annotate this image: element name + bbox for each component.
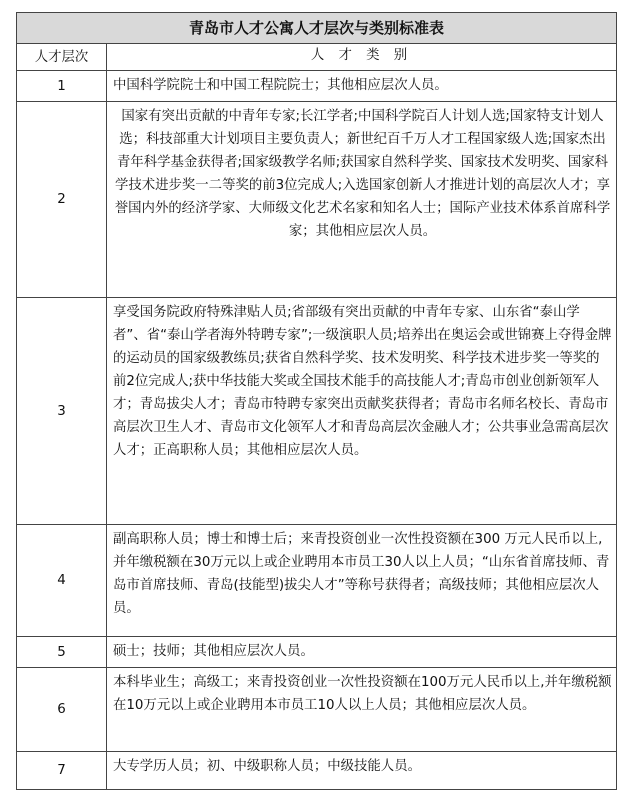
- table-row: [17, 525, 617, 637]
- row-category: 中国科学院院士和中国工程院院士；其他相应层次人员。: [107, 71, 617, 102]
- header-level: 人才层次: [17, 44, 107, 71]
- row-level: 1: [17, 71, 107, 102]
- standards-table-container: [16, 12, 616, 790]
- row-level: 5: [17, 637, 107, 668]
- table-row: [17, 668, 617, 752]
- header-row: [17, 44, 617, 71]
- row-level: 2: [17, 102, 107, 298]
- table-row: [17, 71, 617, 102]
- row-level: 6: [17, 668, 107, 752]
- table-row: [17, 102, 617, 298]
- talent-standards-table: [16, 12, 617, 790]
- title-row: [17, 13, 617, 44]
- row-level: 4: [17, 525, 107, 637]
- table-row: [17, 752, 617, 790]
- row-category: 本科毕业生；高级工；来青投资创业一次性投资额在100万元人民币以上,并年缴税额在10万元以上或企业聘用本市员工10人以上人员；其他相应层次人员。: [107, 668, 617, 752]
- row-category: 副高职称人员；博士和博士后；来青投资创业一次性投资额在300 万元人民币以上,并年缴税额在30万元以上或企业聘用本市员工30人以上人员；“山东省首席技师、青岛市首席技师、青岛(技能型)拔尖人才”等称号获得者；高级技师；其他相应层次人员。: [107, 525, 617, 637]
- table-row: [17, 298, 617, 525]
- table-title: 青岛市人才公寓人才层次与类别标准表: [17, 13, 617, 44]
- row-level: 7: [17, 752, 107, 790]
- row-category: 大专学历人员；初、中级职称人员；中级技能人员。: [107, 752, 617, 790]
- row-level: 3: [17, 298, 107, 525]
- table-row: [17, 637, 617, 668]
- header-category: 人 才 类 别: [107, 44, 617, 71]
- row-category: 国家有突出贡献的中青年专家;长江学者;中国科学院百人计划人选;国家特支计划人选；科技部重大计划项目主要负责人；新世纪百千万人才工程国家级人选;国家杰出青年科学基金获得者;国家级教学名师;获国家自然科学奖、国家技术发明奖、国家科学技术进步奖一二等奖的前3位完成人;入选国家创新人才推进计划的高层次人才；享誉国内外的经济学家、大师级文化艺术名家和知名人士；国际产业技术体系首席科学家；其他相应层次人员。: [107, 102, 617, 298]
- row-category: 享受国务院政府特殊津贴人员;省部级有突出贡献的中青年专家、山东省“泰山学者”、省“泰山学者海外特聘专家”;一级演职人员;培养出在奥运会或世锦赛上夺得金牌的运动员的国家级教练员;获省自然科学奖、技术发明奖、科学技术进步奖一等奖的前2位完成人;获中华技能大奖或全国技术能手的高技能人才;青岛市创业创新领军人才；青岛拔尖人才；青岛市特聘专家突出贡献奖获得者；青岛市名师名校长、青岛市高层次卫生人才、青岛市文化领军人才和青岛高层次金融人才；公共事业急需高层次人才；正高职称人员；其他相应层次人员。: [107, 298, 617, 525]
- row-category: 硕士；技师；其他相应层次人员。: [107, 637, 617, 668]
